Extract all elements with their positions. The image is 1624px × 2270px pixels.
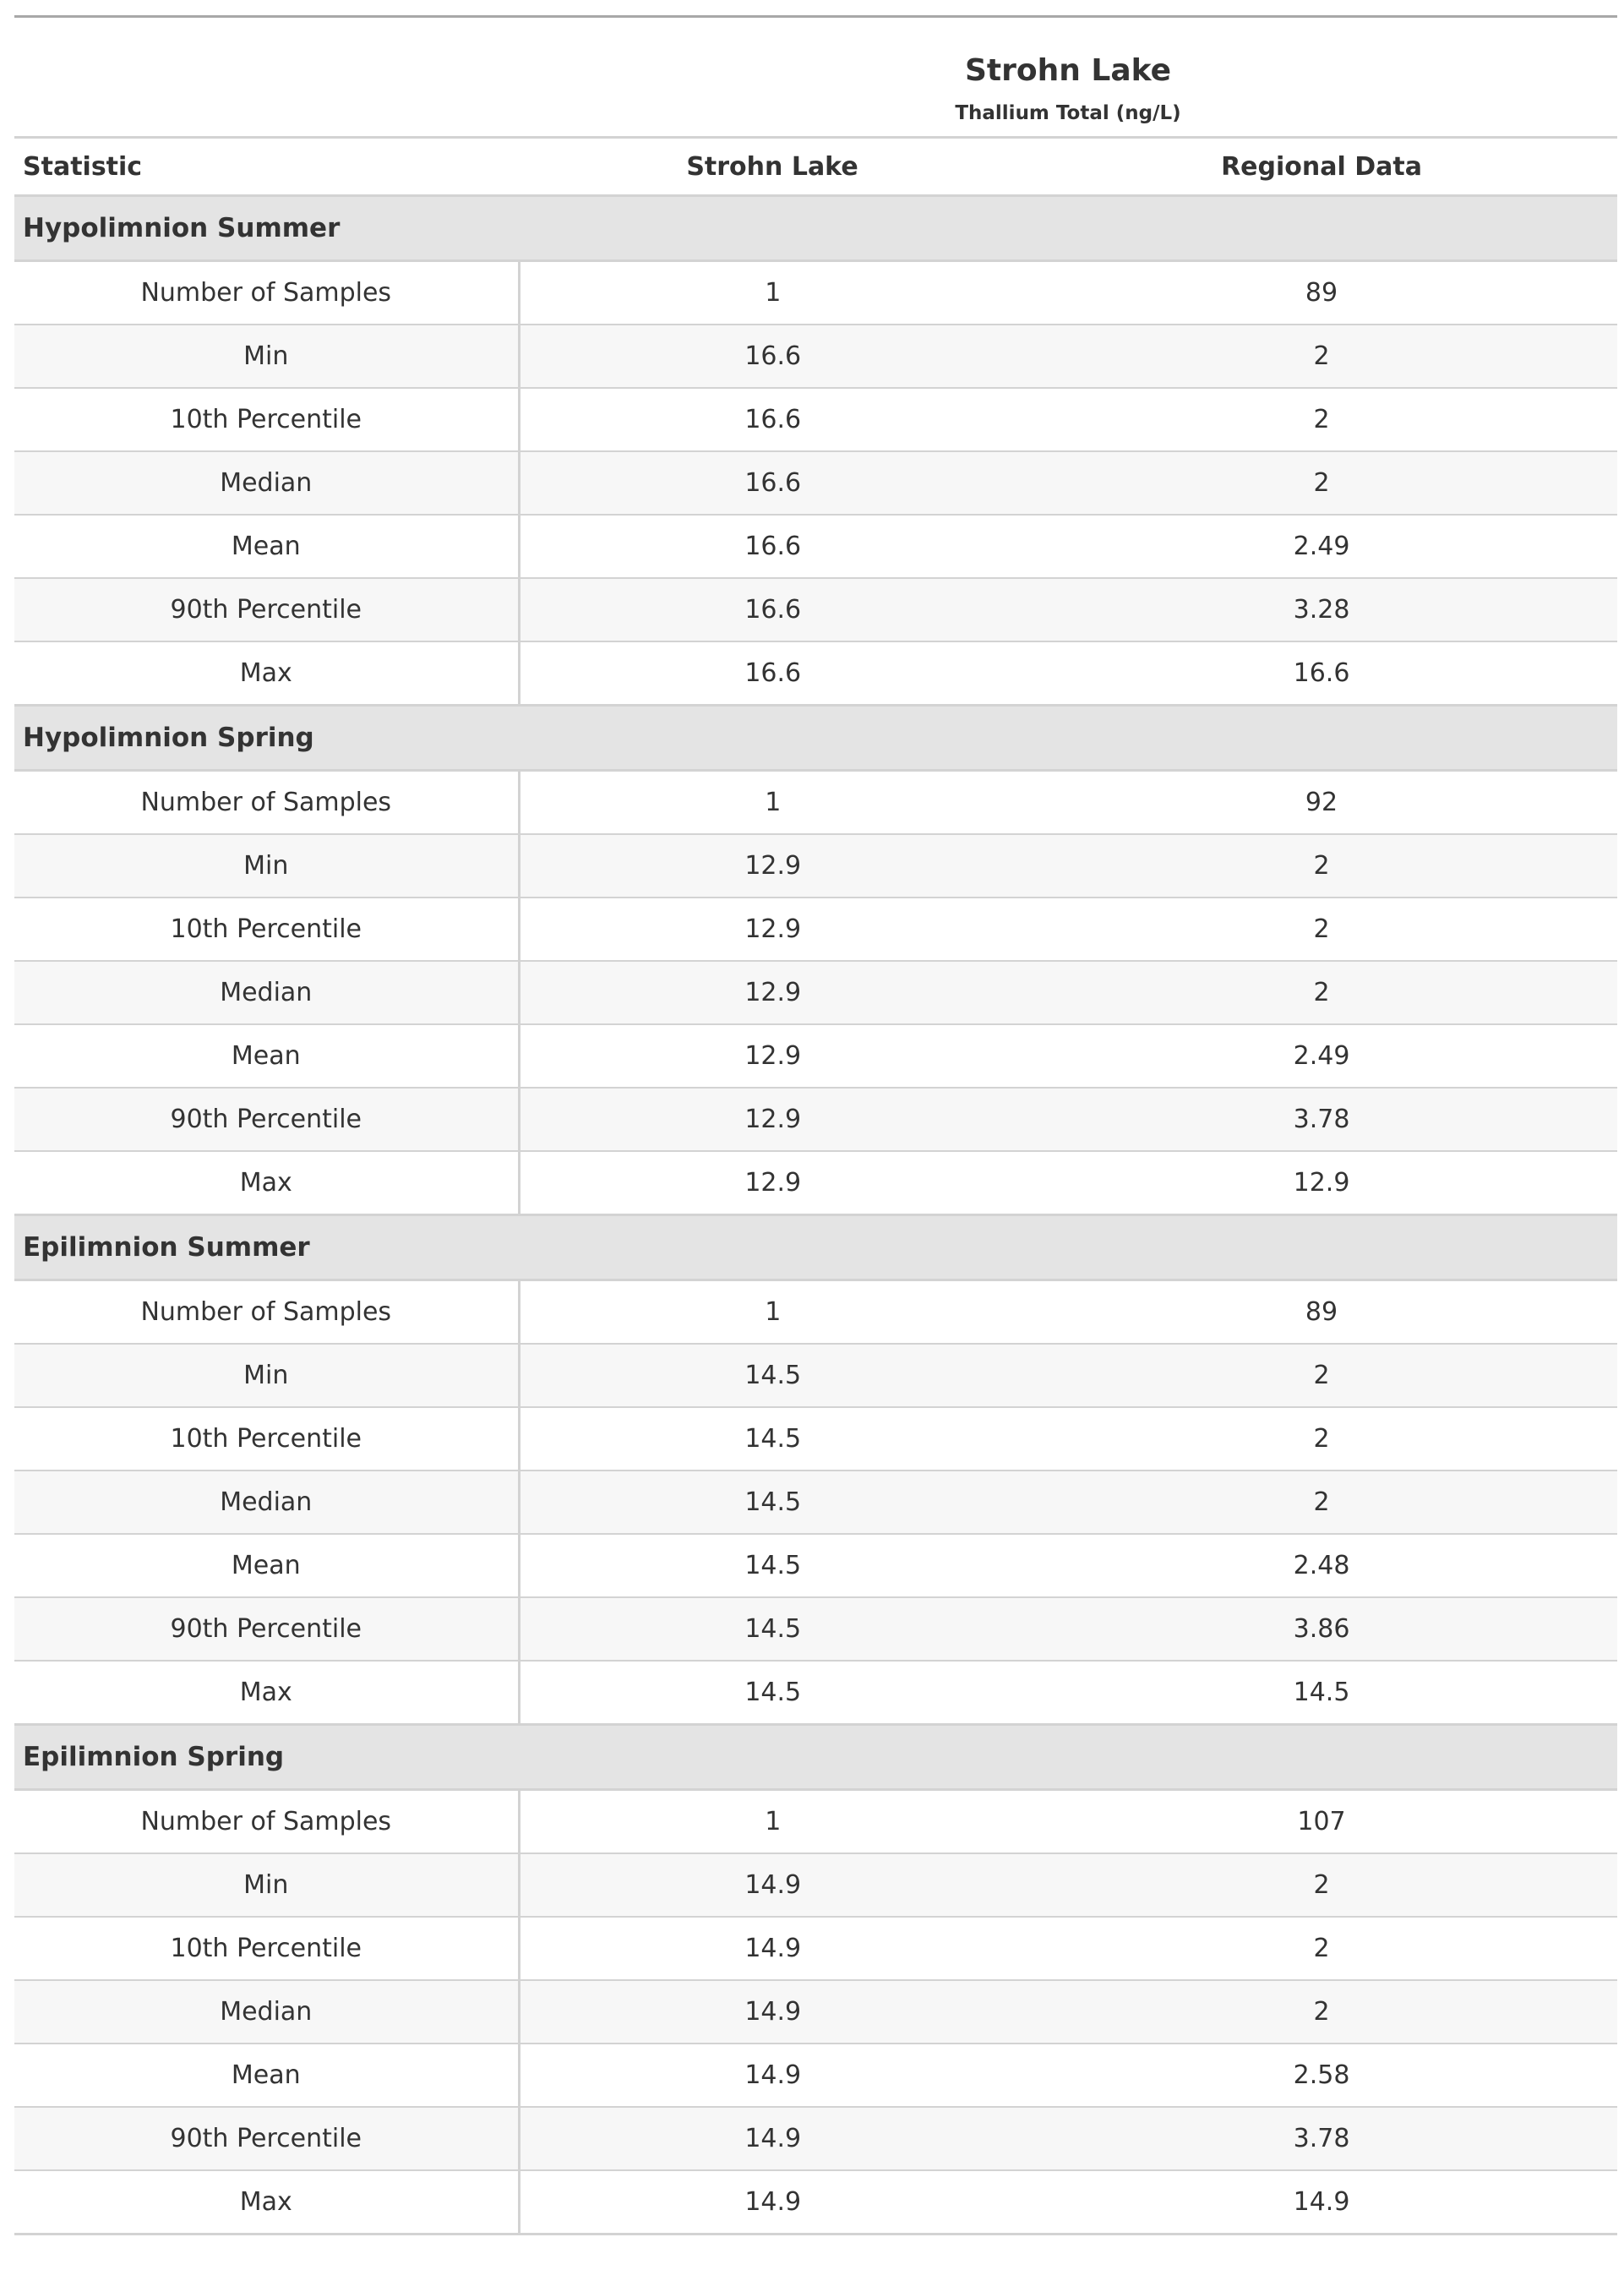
stat-cell: Min (14, 834, 519, 898)
lake-value-cell: 16.6 (519, 451, 1026, 515)
table-row (14, 388, 1617, 451)
lake-value-cell: 1 (519, 1790, 1026, 1854)
lake-value-cell: 14.5 (519, 1471, 1026, 1534)
regional-value-cell: 2.58 (1026, 2044, 1617, 2107)
stat-cell: Max (14, 1151, 519, 1215)
regional-value-cell: 14.9 (1026, 2170, 1617, 2235)
stat-cell: Mean (14, 1024, 519, 1088)
group-label: Hypolimnion Summer (14, 196, 1617, 261)
lake-value-cell: 12.9 (519, 1024, 1026, 1088)
regional-value-cell: 2.49 (1026, 515, 1617, 578)
stat-cell: Number of Samples (14, 261, 519, 325)
table-row (14, 1407, 1617, 1471)
lake-value-cell: 14.5 (519, 1344, 1026, 1407)
table-row (14, 2044, 1617, 2107)
table-row (14, 834, 1617, 898)
lake-value-cell: 14.9 (519, 1980, 1026, 2044)
stat-cell: Min (14, 1853, 519, 1917)
regional-value-cell: 2 (1026, 1853, 1617, 1917)
regional-value-cell: 2 (1026, 1980, 1617, 2044)
regional-value-cell: 16.6 (1026, 641, 1617, 706)
regional-value-cell: 107 (1026, 1790, 1617, 1854)
stat-cell: 10th Percentile (14, 1407, 519, 1471)
table-title: Strohn Lake (964, 53, 1172, 88)
group-label: Epilimnion Spring (14, 1725, 1617, 1790)
table-row (14, 898, 1617, 961)
stat-cell: Max (14, 1661, 519, 1725)
regional-value-cell: 2 (1026, 1471, 1617, 1534)
lake-value-cell: 16.6 (519, 388, 1026, 451)
regional-value-cell: 3.78 (1026, 2107, 1617, 2170)
title-row (14, 17, 1617, 98)
lake-value-cell: 12.9 (519, 1151, 1026, 1215)
lake-value-cell: 12.9 (519, 834, 1026, 898)
column-header-lake: Strohn Lake (519, 138, 1026, 196)
lake-value-cell: 12.9 (519, 898, 1026, 961)
column-header-regional: Regional Data (1026, 138, 1617, 196)
lake-value-cell: 1 (519, 771, 1026, 835)
table-row (14, 2107, 1617, 2170)
table-body (14, 196, 1617, 2235)
lake-value-cell: 12.9 (519, 1088, 1026, 1151)
regional-value-cell: 14.5 (1026, 1661, 1617, 1725)
regional-value-cell: 2 (1026, 325, 1617, 388)
table-row (14, 1917, 1617, 1980)
lake-value-cell: 14.9 (519, 2044, 1026, 2107)
regional-value-cell: 2.48 (1026, 1534, 1617, 1597)
regional-value-cell: 12.9 (1026, 1151, 1617, 1215)
table-row (14, 1980, 1617, 2044)
table-row (14, 1088, 1617, 1151)
table-row (14, 1597, 1617, 1661)
stat-cell: Median (14, 451, 519, 515)
stat-cell: Number of Samples (14, 771, 519, 835)
table-row (14, 451, 1617, 515)
lake-value-cell: 14.9 (519, 2107, 1026, 2170)
stat-cell: 10th Percentile (14, 1917, 519, 1980)
lake-value-cell: 1 (519, 1280, 1026, 1345)
stat-cell: Max (14, 641, 519, 706)
table-header (14, 17, 1617, 196)
table-row (14, 515, 1617, 578)
stat-cell: Number of Samples (14, 1790, 519, 1854)
regional-value-cell: 3.28 (1026, 578, 1617, 641)
stat-cell: Mean (14, 515, 519, 578)
group-row (14, 1215, 1617, 1280)
regional-value-cell: 2 (1026, 1344, 1617, 1407)
regional-value-cell: 2.49 (1026, 1024, 1617, 1088)
stat-cell: 10th Percentile (14, 388, 519, 451)
regional-value-cell: 92 (1026, 771, 1617, 835)
group-label: Hypolimnion Spring (14, 706, 1617, 771)
stat-cell: Mean (14, 2044, 519, 2107)
table-row (14, 578, 1617, 641)
lake-value-cell: 14.5 (519, 1597, 1026, 1661)
stat-cell: Number of Samples (14, 1280, 519, 1345)
table-row (14, 1790, 1617, 1854)
regional-value-cell: 3.86 (1026, 1597, 1617, 1661)
table-row (14, 771, 1617, 835)
table-row (14, 1471, 1617, 1534)
regional-value-cell: 89 (1026, 1280, 1617, 1345)
lake-value-cell: 14.5 (519, 1407, 1026, 1471)
lake-value-cell: 16.6 (519, 578, 1026, 641)
stat-cell: 90th Percentile (14, 578, 519, 641)
table-row (14, 325, 1617, 388)
table-row (14, 1853, 1617, 1917)
lake-value-cell: 14.9 (519, 1853, 1026, 1917)
statistics-table (14, 15, 1617, 2235)
subtitle-row (14, 97, 1617, 138)
regional-value-cell: 89 (1026, 261, 1617, 325)
lake-value-cell: 14.5 (519, 1534, 1026, 1597)
stat-cell: 90th Percentile (14, 2107, 519, 2170)
group-row (14, 1725, 1617, 1790)
group-row (14, 706, 1617, 771)
regional-value-cell: 2 (1026, 388, 1617, 451)
lake-value-cell: 16.6 (519, 325, 1026, 388)
stat-cell: Median (14, 961, 519, 1024)
regional-value-cell: 2 (1026, 898, 1617, 961)
lake-value-cell: 14.5 (519, 1661, 1026, 1725)
regional-value-cell: 2 (1026, 834, 1617, 898)
table-row (14, 961, 1617, 1024)
column-header-statistic: Statistic (14, 138, 519, 196)
lake-value-cell: 1 (519, 261, 1026, 325)
table-row (14, 1151, 1617, 1215)
regional-value-cell: 3.78 (1026, 1088, 1617, 1151)
table-row (14, 1661, 1617, 1725)
table-row (14, 1534, 1617, 1597)
stat-cell: 90th Percentile (14, 1088, 519, 1151)
regional-value-cell: 2 (1026, 451, 1617, 515)
regional-value-cell: 2 (1026, 961, 1617, 1024)
lake-value-cell: 16.6 (519, 515, 1026, 578)
column-header-row (14, 138, 1617, 196)
stat-cell: Median (14, 1471, 519, 1534)
stat-cell: Median (14, 1980, 519, 2044)
stat-cell: 90th Percentile (14, 1597, 519, 1661)
lake-value-cell: 12.9 (519, 961, 1026, 1024)
table-row (14, 1024, 1617, 1088)
lake-value-cell: 16.6 (519, 641, 1026, 706)
stat-cell: Min (14, 1344, 519, 1407)
regional-value-cell: 2 (1026, 1407, 1617, 1471)
stat-cell: Min (14, 325, 519, 388)
regional-value-cell: 2 (1026, 1917, 1617, 1980)
table-subtitle: Thallium Total (ng/L) (519, 97, 1617, 138)
lake-value-cell: 14.9 (519, 1917, 1026, 1980)
table-row (14, 261, 1617, 325)
group-label: Epilimnion Summer (14, 1215, 1617, 1280)
lake-value-cell: 14.9 (519, 2170, 1026, 2235)
table-row (14, 641, 1617, 706)
stat-cell: 10th Percentile (14, 898, 519, 961)
group-row (14, 196, 1617, 261)
table-row (14, 1344, 1617, 1407)
stat-cell: Mean (14, 1534, 519, 1597)
table-row (14, 1280, 1617, 1345)
table-row (14, 2170, 1617, 2235)
stat-cell: Max (14, 2170, 519, 2235)
